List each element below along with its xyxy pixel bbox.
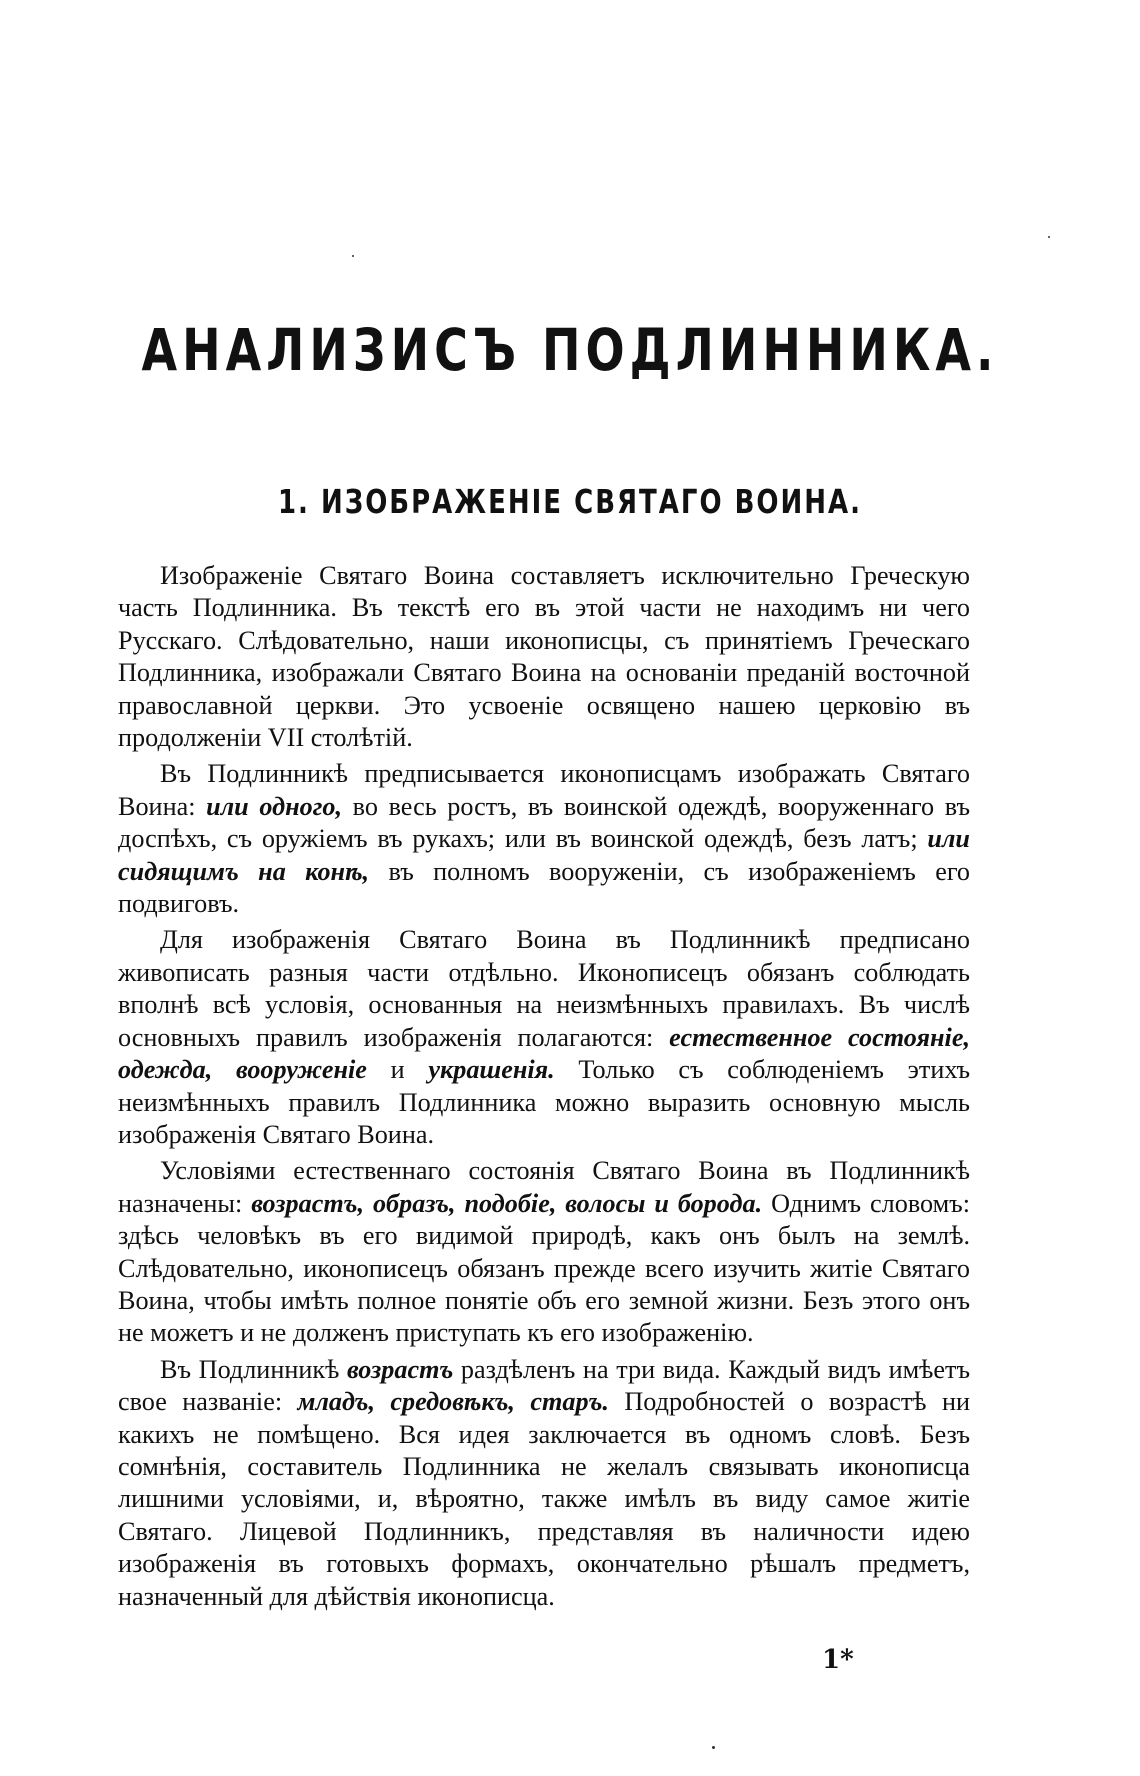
text-run: во весь ростъ, въ воинской одеждѣ, вооруженнаго въ доспѣхъ, съ оружіемъ въ рукахъ; или въ воинской одеждѣ, безъ латъ; <box>118 791 970 854</box>
text-run: Изображеніе Святаго Воина составляетъ исключительно Греческую часть Подлинника. Въ текстѣ его въ этой части не находимъ ни чего Русскаго. Слѣдовательно, наши иконописцы, съ принятіемъ Греческаго Подлинника, изображали Святаго Воина на основаніи преданій восточной православной церкви. Это усвоеніе освящено нашею церковію въ продолженіи VII столѣтій. <box>118 561 970 753</box>
section-heading: 1. ИЗОБРАЖЕНІЕ СВЯТАГО ВОИНА. <box>277 484 863 522</box>
paragraph <box>118 560 970 754</box>
text-run: Только съ соблюденіемъ этихъ неизмѣнныхъ правилъ Подлинника можно выразить основную мысль изображенія Святаго Воина. <box>118 1055 970 1149</box>
ink-speck <box>712 1746 715 1749</box>
text-run: Въ Подлинникѣ <box>160 1354 347 1384</box>
emphasized-text: украшенія. <box>428 1055 555 1085</box>
ink-speck <box>352 255 354 257</box>
page-number: 1* <box>822 1645 854 1675</box>
text-run: и <box>366 1055 429 1085</box>
paragraph <box>118 1354 970 1613</box>
text-run: въ полномъ вооруженіи, съ изображеніемъ его подвиговъ. <box>118 856 971 919</box>
ink-speck <box>1048 236 1050 238</box>
emphasized-text: возрастъ, образъ, подобіе, волосы и борода. <box>251 1188 763 1218</box>
paragraph <box>118 924 970 1151</box>
text-run: раздѣленъ на три вида. Каждый видъ имѣетъ свое названіе: <box>118 1354 970 1417</box>
page-title: АНАЛИЗИСЪ ПОДЛИННИКА. <box>141 316 999 384</box>
text-run: Въ Подлинникѣ предписывается иконописцамъ изображать Святаго Воина: <box>118 759 970 821</box>
text-run: Условіями естественнаго состоянія Святаго Воина въ Подлинникѣ назначены: <box>118 1156 970 1218</box>
text-run: Для изображенія Святаго Воина въ Подлинникѣ предписано живописать разныя части отдѣльно. Иконописецъ обязанъ соблюдать вполнѣ всѣ условія, основанныя на неизмѣнныхъ правилахъ. Въ числѣ основныхъ правилъ изображенія полагаются: <box>118 925 970 1052</box>
paragraph <box>118 758 970 920</box>
emphasized-text: младъ, средовѣкъ, старъ. <box>297 1387 609 1417</box>
emphasized-text: или сидящимъ на конѣ, <box>118 824 970 886</box>
paragraph <box>118 1155 970 1349</box>
text-run: Подробностей о возрастѣ ни какихъ не помѣщено. Вся идея заключается въ одномъ словѣ. Безъ сомнѣнія, составитель Подлинника не желалъ связывать иконописца лишними условіями, и, вѣроятно, также имѣлъ въ виду самое житіе Святаго. Лицевой Подлинникъ, представляя въ наличности идею изображенія въ готовыхъ формахъ, окончательно рѣшалъ предметъ, назначенный для дѣйствія иконописца. <box>118 1387 970 1611</box>
text-run: Однимъ словомъ: здѣсь человѣкъ въ его видимой природѣ, какъ онъ былъ на землѣ. Слѣдовательно, иконописецъ обязанъ прежде всего изучить житіе Святаго Воина, чтобы имѣть полное понятіе объ его земной жизни. Безъ этого онъ не можетъ и не долженъ приступать къ его изображенію. <box>118 1188 970 1348</box>
emphasized-text: или одного, <box>206 791 343 821</box>
emphasized-text: естественное состояніе, одежда, вооруженіе <box>118 1022 970 1085</box>
emphasized-text: возрастъ <box>346 1354 454 1384</box>
body-text <box>118 560 970 1617</box>
